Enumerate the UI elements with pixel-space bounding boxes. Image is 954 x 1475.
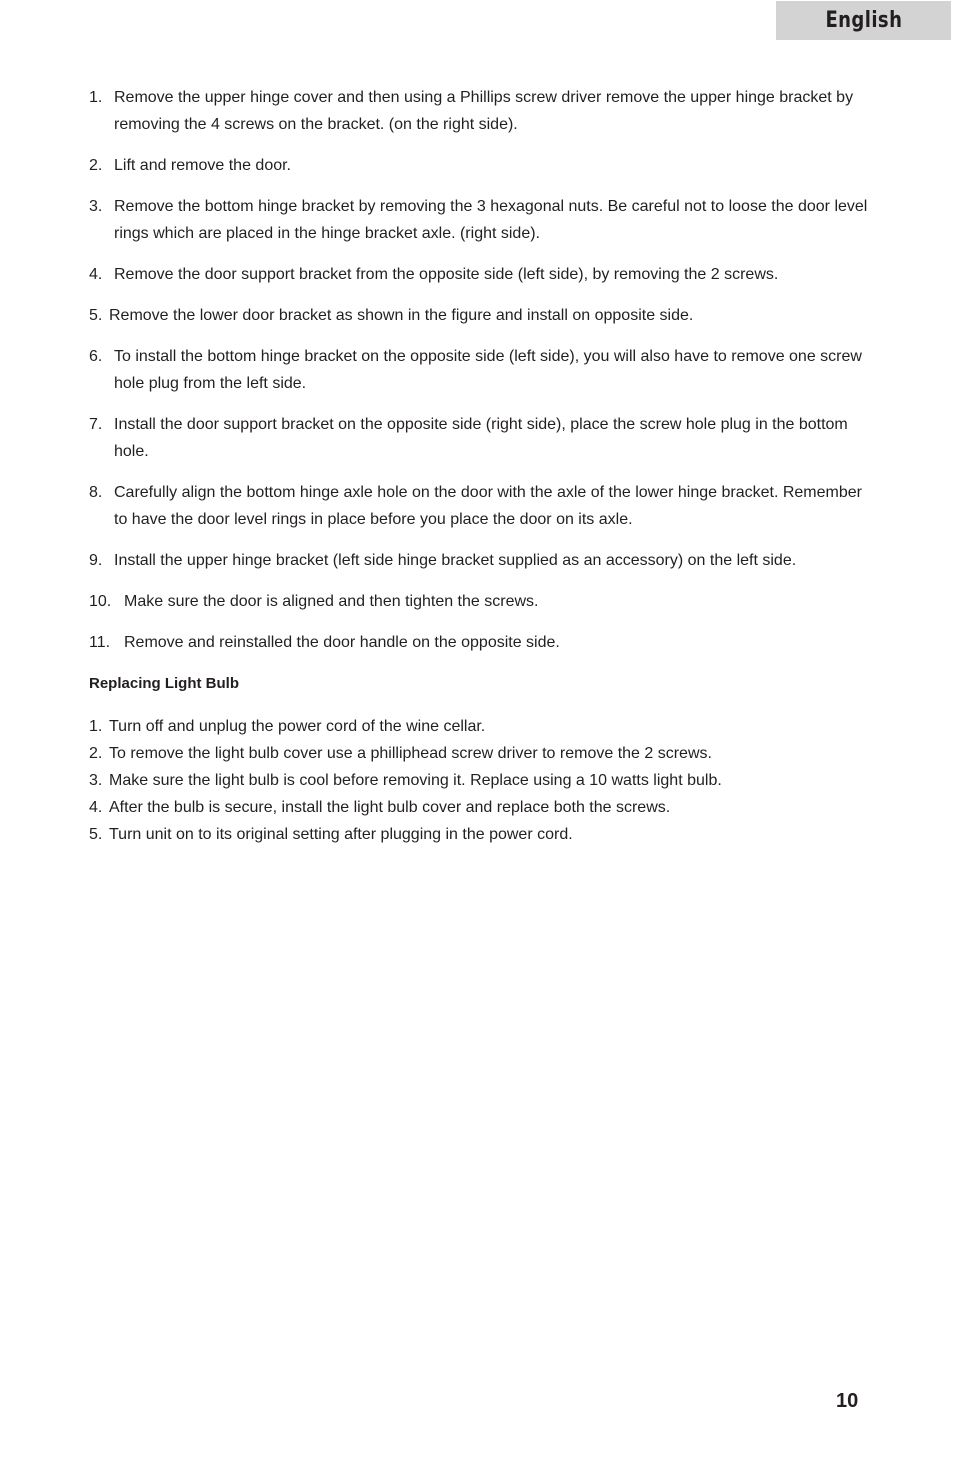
step-number: 10. [89, 593, 112, 610]
list-item [89, 411, 869, 465]
step-text: Make sure the light bulb is cool before removing it. Replace using a 10 watts light bulb. [109, 772, 722, 789]
list-item [89, 343, 869, 397]
list-item [89, 821, 869, 848]
page-number: 10 [836, 1390, 859, 1412]
step-text: Install the upper hinge bracket (left side hinge bracket supplied as an accessory) on the left side. [114, 552, 797, 569]
step-number: 3. [89, 198, 103, 215]
door-reversal-steps [89, 84, 869, 670]
step-text: Carefully align the bottom hinge axle hole on the door with the axle of the lower hinge bracket. Remember to have the door level rings in place before you place the door on its axle. [114, 484, 862, 528]
step-number: 9. [89, 552, 103, 569]
step-number: 4. [89, 266, 103, 283]
list-item [89, 740, 869, 767]
step-text: After the bulb is secure, install the light bulb cover and replace both the screws. [109, 799, 671, 816]
step-number: 11. [89, 634, 111, 651]
step-number: 5. [89, 307, 103, 324]
list-item [89, 193, 869, 247]
step-number: 5. [89, 826, 103, 843]
step-text: Remove and reinstalled the door handle on the opposite side. [124, 634, 560, 651]
list-item [89, 479, 869, 533]
step-number: 1. [89, 89, 103, 106]
step-text: To remove the light bulb cover use a philliphead screw driver to remove the 2 screws. [109, 745, 712, 762]
step-text: Lift and remove the door. [114, 157, 291, 174]
step-text: Make sure the door is aligned and then tighten the screws. [124, 593, 539, 610]
list-item [89, 84, 869, 138]
step-text: Turn off and unplug the power cord of the wine cellar. [109, 718, 486, 735]
list-item [89, 302, 869, 329]
step-text: Remove the upper hinge cover and then using a Phillips screw driver remove the upper hinge bracket by removing the 4 screws on the bracket. (on the right side). [114, 89, 854, 133]
step-text: Remove the door support bracket from the opposite side (left side), by removing the 2 screws. [114, 266, 779, 283]
step-number: 6. [89, 348, 103, 365]
language-tab-label: English [825, 8, 902, 33]
step-number: 2. [89, 745, 103, 762]
list-item [89, 767, 869, 794]
list-item [89, 713, 869, 740]
step-number: 7. [89, 416, 103, 433]
step-text: Install the door support bracket on the opposite side (right side), place the screw hole plug in the bottom hole. [114, 416, 848, 460]
light-bulb-steps [89, 713, 869, 848]
list-item [89, 794, 869, 821]
step-number: 3. [89, 772, 103, 789]
step-number: 8. [89, 484, 103, 501]
list-item [89, 588, 869, 615]
step-text: Remove the bottom hinge bracket by removing the 3 hexagonal nuts. Be careful not to loose the door level rings which are placed in the hinge bracket axle. (right side). [114, 198, 868, 242]
step-number: 4. [89, 799, 103, 816]
step-number: 2. [89, 157, 103, 174]
step-text: Remove the lower door bracket as shown in the figure and install on opposite side. [109, 307, 694, 324]
section-heading: Replacing Light Bulb [89, 675, 239, 692]
language-tab [776, 1, 951, 40]
list-item [89, 547, 869, 574]
step-text: Turn unit on to its original setting after plugging in the power cord. [109, 826, 573, 843]
step-text: To install the bottom hinge bracket on the opposite side (left side), you will also have to remove one screw hole plug from the left side. [114, 348, 862, 392]
list-item [89, 152, 869, 179]
list-item [89, 261, 869, 288]
list-item [89, 629, 869, 656]
step-number: 1. [89, 718, 103, 735]
